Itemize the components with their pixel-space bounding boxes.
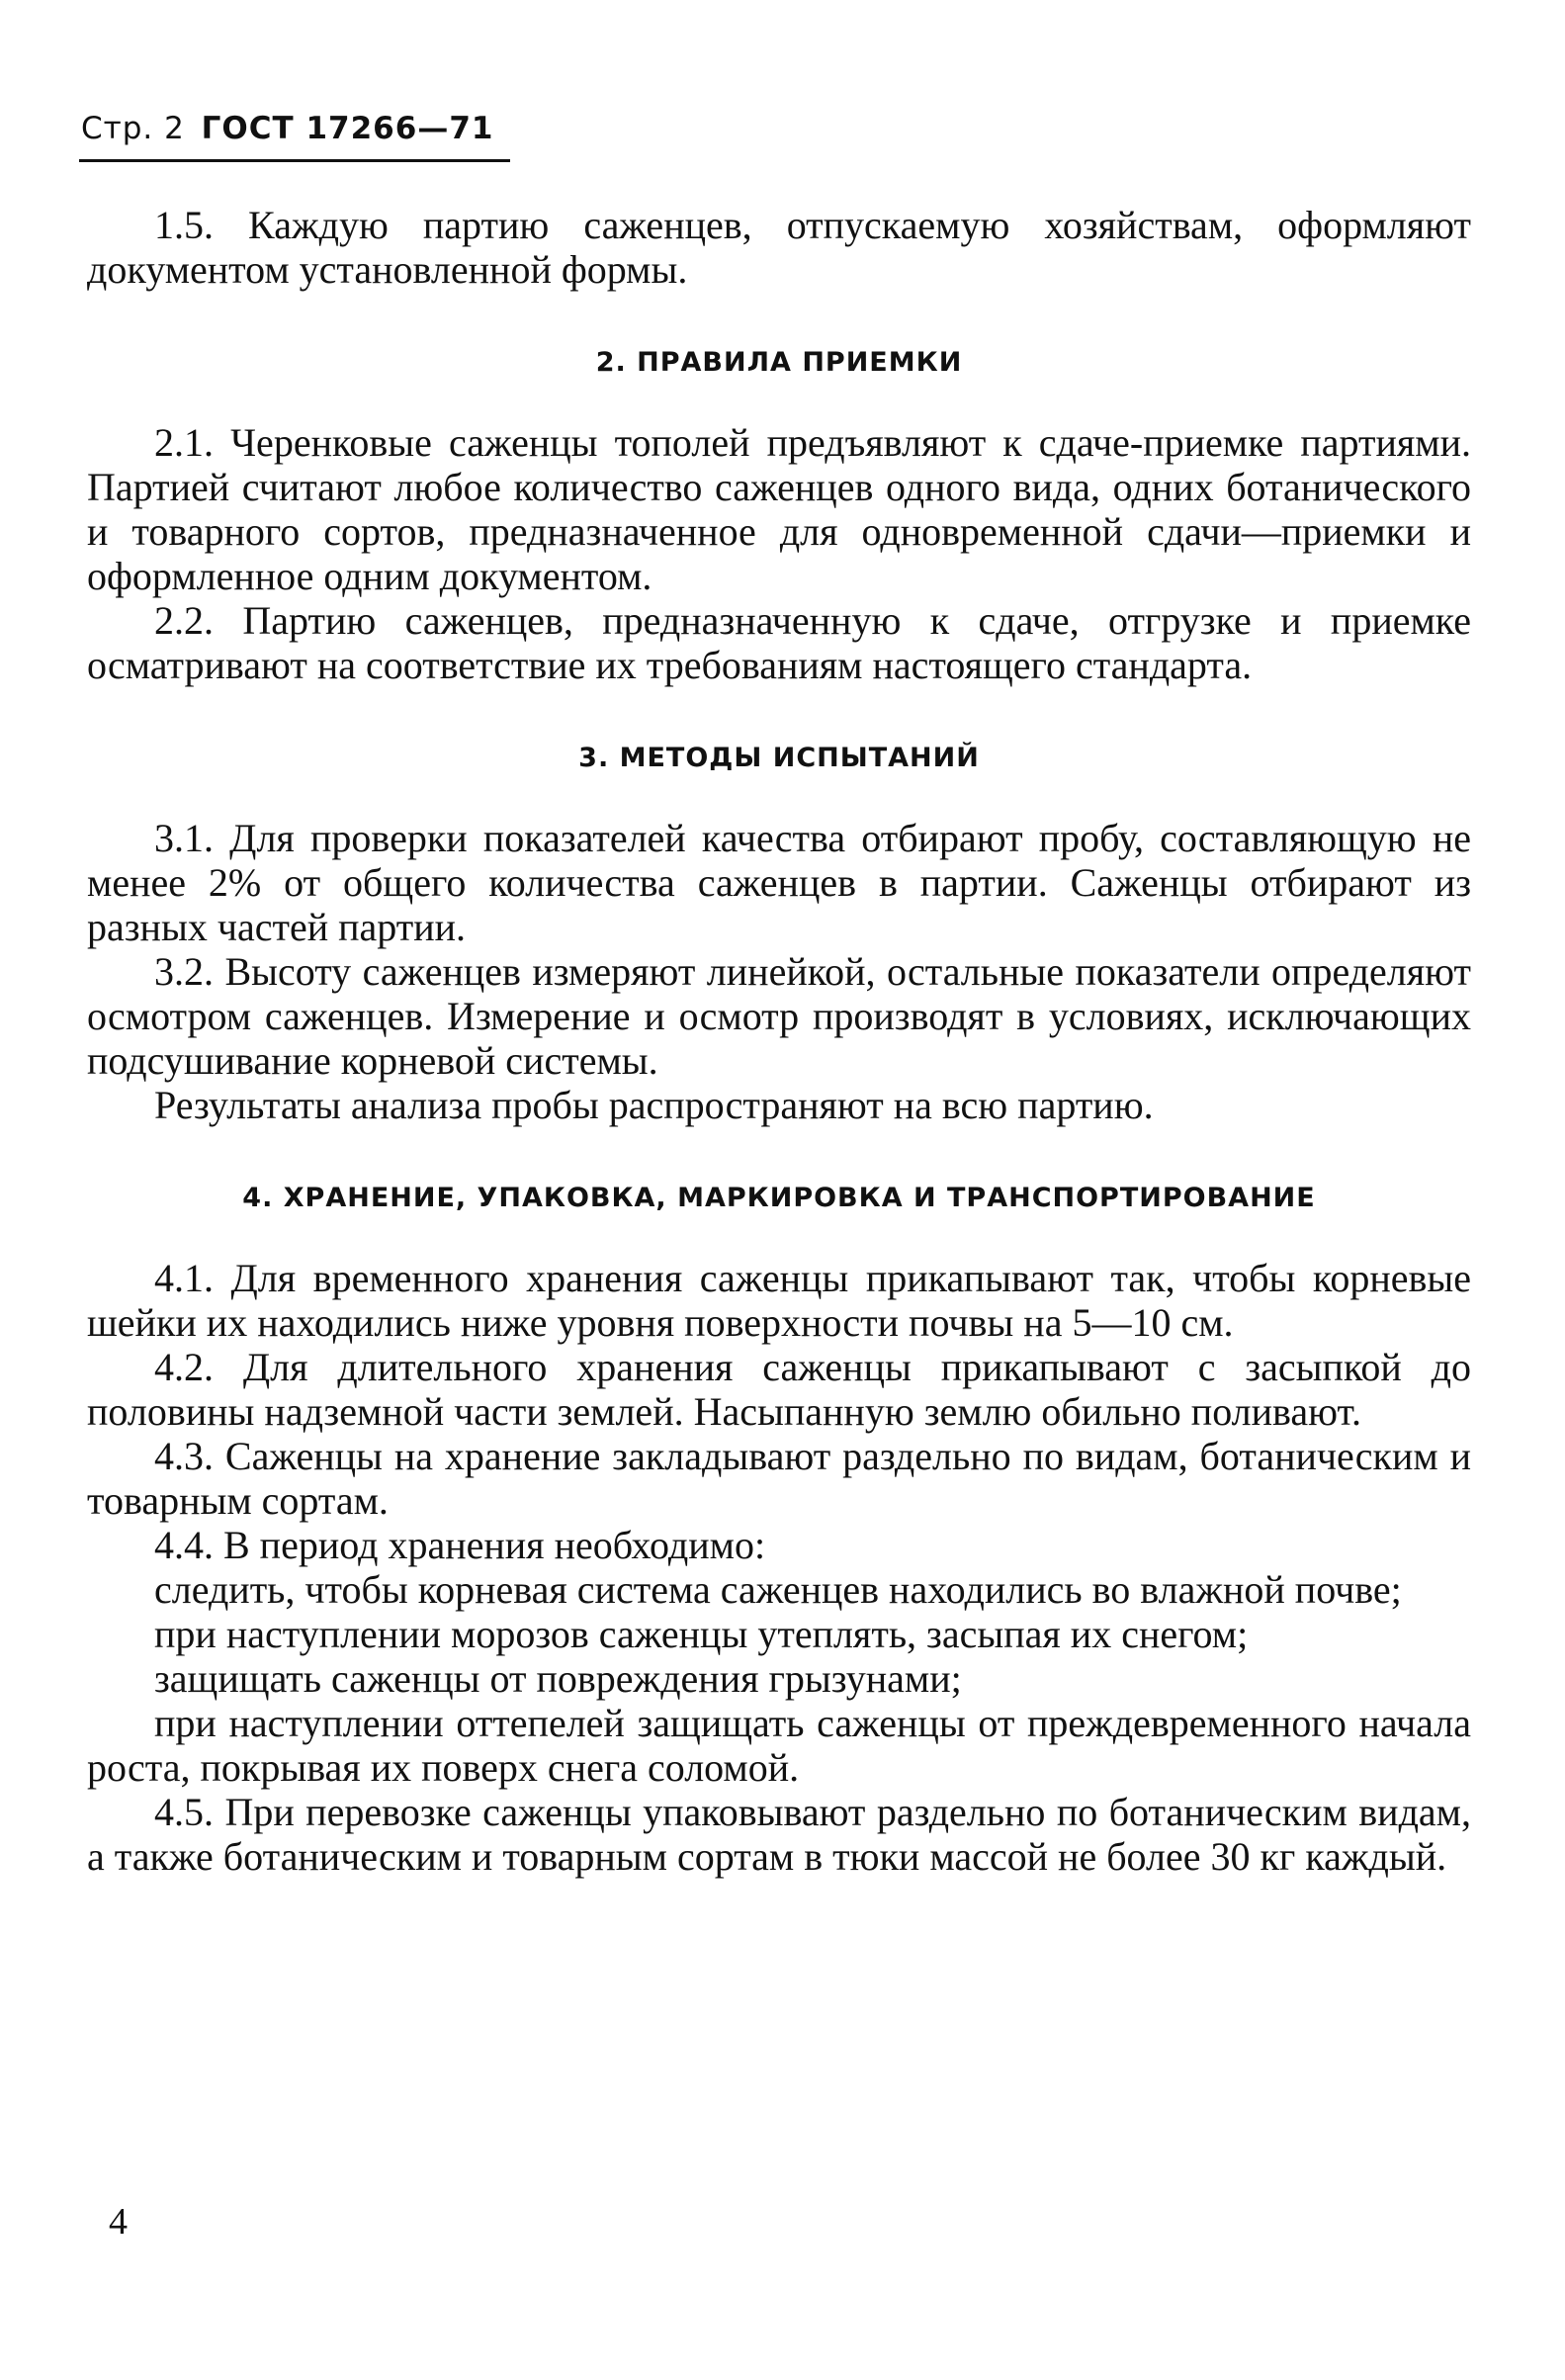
paragraph-4-2: 4.2. Для длительного хранения саженцы прикапывают с засыпкой до половины надземной части землей. Насыпанную землю обильно поливают. — [87, 1345, 1471, 1434]
section-4-heading: 4. ХРАНЕНИЕ, УПАКОВКА, МАРКИРОВКА И ТРАНСПОРТИРОВАНИЕ — [242, 1183, 1316, 1213]
paragraph-4-1: 4.1. Для временного хранения саженцы прикапывают так, чтобы корневые шейки их находились ниже уровня поверхности почвы на 5—10 см. — [87, 1256, 1471, 1345]
page-label: Стр. 2 — [81, 111, 185, 146]
header-rule — [79, 159, 510, 162]
section-2-heading: 2. ПРАВИЛА ПРИЕМКИ — [595, 347, 963, 378]
list-item-thaw: при наступлении оттепелей защищать саженцы от преждевременного начала роста, покрывая их поверх снега соломой. — [87, 1701, 1471, 1790]
list-item-frost: при наступлении морозов саженцы утеплять, засыпая их снегом; — [154, 1612, 1249, 1656]
section-3-heading: 3. МЕТОДЫ ИСПЫТАНИЙ — [578, 743, 980, 773]
paragraph-3-results: Результаты анализа пробы распространяют на всю партию. — [154, 1083, 1154, 1127]
paragraph-4-4: 4.4. В период хранения необходимо: — [154, 1523, 766, 1567]
list-item-rodents: защищать саженцы от повреждения грызунами; — [154, 1656, 962, 1701]
paragraph-3-1: 3.1. Для проверки показателей качества отбирают пробу, составляющую не менее 2% от общего количества саженцев в партии. Саженцы отбирают из разных частей партии. — [87, 816, 1471, 949]
paragraph-4-5: 4.5. При перевозке саженцы упаковывают раздельно по ботаническим видам, а также ботаническим и товарным сортам в тюки массой не более 30 кг каждый. — [87, 1790, 1471, 1879]
paragraph-1-5: 1.5. Каждую партию саженцев, отпускаемую хозяйствам, оформляют документом установленной формы. — [87, 203, 1471, 292]
running-header — [81, 111, 493, 146]
paragraph-4-3: 4.3. Саженцы на хранение закладывают раздельно по видам, ботаническим и товарным сортам. — [87, 1434, 1471, 1523]
page-number: 4 — [109, 2201, 128, 2243]
standard-number: ГОСТ 17266—71 — [201, 111, 494, 146]
list-item-moist-soil: следить, чтобы корневая система саженцев находились во влажной почве; — [154, 1567, 1402, 1612]
paragraph-2-2: 2.2. Партию саженцев, предназначенную к сдаче, отгрузке и приемке осматривают на соответствие их требованиям настоящего стандарта. — [87, 598, 1471, 687]
paragraph-3-2: 3.2. Высоту саженцев измеряют линейкой, остальные показатели определяют осмотром саженцев. Измерение и осмотр производят в условиях, исключающих подсушивание корневой системы. — [87, 949, 1471, 1083]
document-body — [87, 203, 1471, 1879]
paragraph-2-1: 2.1. Черенковые саженцы тополей предъявляют к сдаче-приемке партиями. Партией считают любое количество саженцев одного вида, одних ботанического и товарного сортов, предназначенное для одновременной сдачи—приемки и оформленное одним документом. — [87, 420, 1471, 598]
